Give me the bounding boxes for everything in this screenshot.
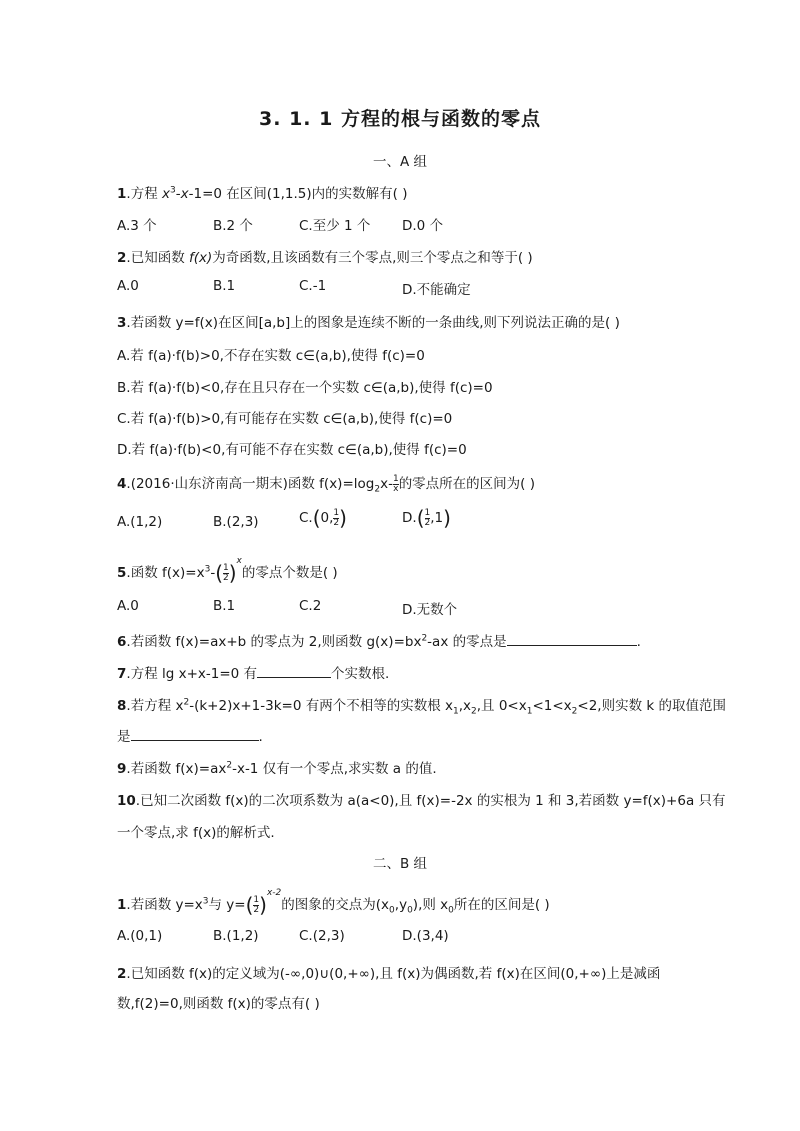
- q3-option-c: C.若 f(a)·f(b)>0,有可能存在实数 c∈(a,b),使得 f(c)=0: [117, 411, 453, 427]
- b1-option-d: D.(3,4): [402, 928, 449, 944]
- q2-option-c: C.-1: [299, 278, 327, 294]
- question-10: 10.已知二次函数 f(x)的二次项系数为 a(a<0),且 f(x)=-2x 的实根为 1 和 3,若函数 y=f(x)+6a 只有: [117, 793, 726, 809]
- q2-option-a: A.0: [117, 278, 139, 294]
- question-8: 8.若方程 $x^2-(k+2)x+1-3k=0$ 有两个不相等的实数根 $x_1,x_2$,且 $0<x_1<1<x_2<2$,则实数 k 的取值范围: [117, 697, 726, 717]
- q4-option-b: B.(2,3): [213, 514, 259, 530]
- question-7: 7.方程 lg x+x-1=0 有 个实数根.: [117, 666, 390, 682]
- answer-blank[interactable]: [131, 728, 259, 741]
- q1-option-c: C.至少 1 个: [299, 218, 371, 234]
- question-b2: 2.已知函数 f(x)的定义域为(-∞,0)∪(0,+∞),且 f(x)为偶函数,若 f(x)在区间(0,+∞)上是减函: [117, 966, 661, 982]
- q2-option-d: D.不能确定: [402, 282, 471, 298]
- question-6: 6.若函数 f(x)=ax+b 的零点为 2,则函数 $g(x)=bx^2-ax$ 的零点是 .: [117, 633, 641, 650]
- section-b-heading: 二、B 组: [372, 856, 428, 872]
- question-8-line-2: 是 .: [117, 729, 263, 745]
- q3-option-d: D.若 f(a)·f(b)<0,有可能不存在实数 c∈(a,b),使得 f(c)=0: [117, 442, 467, 458]
- q3-option-a: A.若 f(a)·f(b)>0,不存在实数 c∈(a,b),使得 f(c)=0: [117, 348, 425, 364]
- q1-option-b: B.2 个: [213, 218, 253, 234]
- b1-option-c: C.(2,3): [299, 928, 345, 944]
- q1-option-d: D.0 个: [402, 218, 444, 234]
- q4-option-a: A.(1,2): [117, 514, 163, 530]
- q3-option-b: B.若 f(a)·f(b)<0,存在且只存在一个实数 c∈(a,b),使得 f(c)=0: [117, 380, 493, 396]
- question-5: 5.函数 $f(x)=x^3-$( $\frac{1}{2}$ )$^x$的零点个数是( ): [117, 556, 338, 585]
- b1-option-a: A.(0,1): [117, 928, 163, 944]
- question-9: 9.若函数 $f(x)=ax^2-x-1$ 仅有一个零点,求实数 a 的值.: [117, 760, 437, 777]
- question-4: 4.(2016·山东济南高一期末)函数 $f(x)=\log_2x-$ $\frac{1}{x}$ 的零点所在的区间为( ): [117, 473, 536, 495]
- q5-option-d: D.无数个: [402, 602, 458, 618]
- q5-option-a: A.0: [117, 598, 139, 614]
- question-3: 3.若函数 y=f(x)在区间[a,b]上的图象是连续不断的一条曲线,则下列说法正确的是( ): [117, 315, 620, 331]
- question-10-line-2: 一个零点,求 f(x)的解析式.: [117, 825, 275, 841]
- section-a-heading: 一、A 组: [372, 154, 428, 170]
- b1-option-b: B.(1,2): [213, 928, 259, 944]
- question-b2-line-2: 数,f(2)=0,则函数 f(x)的零点有( ): [117, 996, 320, 1012]
- question-2: 2.已知函数 f(x)为奇函数,且该函数有三个零点,则三个零点之和等于( ): [117, 250, 533, 266]
- q4-option-d: D.( $\frac{1}{2}$ ,1): [402, 506, 451, 530]
- answer-blank[interactable]: [257, 665, 331, 678]
- answer-blank[interactable]: [507, 633, 637, 646]
- q2-option-b: B.1: [213, 278, 236, 294]
- page-title: 3. 1. 1 方程的根与函数的零点: [259, 108, 541, 130]
- fraction-1-over-x: $\frac{1}{x}$: [392, 473, 399, 494]
- q5-option-b: B.1: [213, 598, 236, 614]
- question-1: 1.方程 $x^3-x-1=0$ 在区间(1,1.5)内的实数解有( ): [117, 185, 408, 202]
- q1-option-a: A.3 个: [117, 218, 157, 234]
- q5-option-c: C.2: [299, 598, 322, 614]
- q4-option-c: C.(0, $\frac{1}{2}$ ): [299, 506, 347, 530]
- question-b1: 1.若函数 $y=x^3$与 y=( $\frac{1}{2}$ )$^{x-2}$的图象的交点为$(x_0,y_0)$,则 $x_0$所在的区间是( ): [117, 888, 550, 917]
